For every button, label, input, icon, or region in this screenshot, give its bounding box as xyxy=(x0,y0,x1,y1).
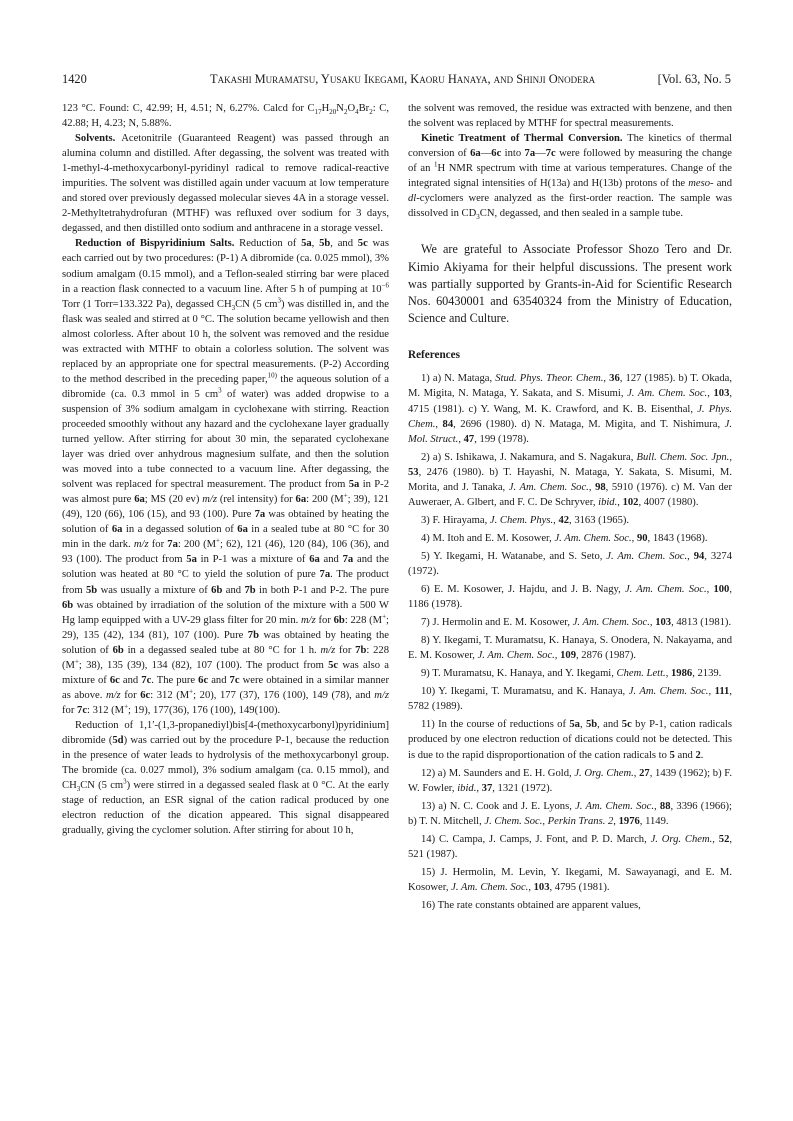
right-column xyxy=(408,101,732,916)
reference-item: 11) In the course of reductions of 5a, 5b, and 5c by P-1, cation radicals produced by one electron reduction of dications could not be detected. This is due to the rapid disproportionation of the cation radicals to 5 and 2. xyxy=(408,719,732,761)
page-number: 1420 xyxy=(62,72,87,86)
reference-item: 10) Y. Ikegami, T. Muramatsu, and K. Hanaya, J. Am. Chem. Soc., 111, 5782 (1989). xyxy=(408,686,733,713)
reference-item: 7) J. Hermolin and E. M. Kosower, J. Am. Chem. Soc., 103, 4813 (1981). xyxy=(421,617,732,629)
reference-item: 2) a) S. Ishikawa, J. Nakamura, and S. Nagakura, Bull. Chem. Soc. Jpn., 53, 2476 (1980). b) T. Hayashi, N. Mataga, Y. Sakata, S. Misumi, M. Morita, and J. Tanaka, J. Am. Chem. Soc., 98, 5910 (1976). c) M. Van der Auweraer, A. Glbert, and F. C. De Schryver, ibid., 102, 4007 (1980). xyxy=(408,451,733,508)
running-header xyxy=(62,70,731,88)
volume-label: [Vol. 63, No. 5 xyxy=(657,72,731,86)
acknowledgement: We are grateful to Associate Professor Shozo Tero and Dr. Kimio Akiyama for their helpful discussions. The present work was partially supported by Grants-in-Aid for Scientific Research Nos. 60430001 and 63540324 from the Ministry of Education, Science and Culture. xyxy=(408,242,732,326)
reference-item: 15) J. Hermolin, M. Levin, Y. Ikegami, M. Sawayanagi, and E. M. Kosower, J. Am. Chem. Soc., 103, 4795 (1981). xyxy=(408,866,732,893)
references-heading: References xyxy=(408,349,460,362)
paragraph-solvents: Solvents. Acetonitrile (Guaranteed Reagent) was passed through an alumina column and distilled. After degassing, the solvent was treated with 1-methyl-4-methoxycarbonyl-pyridinyl radical to remove radical-reactive impurities. The solvent was distilled again under vacuum at low temperature and stored over previously degassed molecular sieves 4A in a storage vessel. 2-Methyltetrahydrofuran (MTHF) was refluxed over sodium for 3 days, degassed, and then distilled onto sodium and anthracene in a storage vessel. xyxy=(62,133,389,235)
reference-list xyxy=(408,371,732,913)
reference-item: 16) The rate constants obtained are apparent values, xyxy=(421,899,641,911)
paragraph-reduction: Reduction of Bispyridinium Salts. Reduction of 5a, 5b, and 5c was each carried out by two procedures: (P-1) A dibromide (ca. 0.025 mmol), 3% sodium amalgam (0.15 mmol), and a Teflon-sealed stirring bar were placed in a reaction flask connected to a vacuum line. After 5 h of pumping at $10^{-6}$ Torr (1 Torr=133.322 Pa), degassed $CH_3CN$ (5 $cm^3$) was distilled in, and the flask was sealed and stirred at 0 °C. The solution became yellowish and then almost colorless. After about 10 h, the solvent was removed and the residue was extracted with MTHF to obtain a colorless solution. The solvent was replaced by an appropriate one for spectral measurements. (P-2) According to the method described in the preceding paper,$^{10)}$ the aqueous solution of a dibromide (ca. 0.3 mmol in 5 $cm^3$ of water) was added dropwise to a suspension of 3% sodium amalgam in cyclohexane with stirring. Reaction proceeded smoothly without any hazard and the cyclohexane layer gradually turned yellow. After stirring for about 30 min, the separated cyclohexane layer was dried over anhydrous magnesium sulfate, and then the solution was moved into a tube connected to a vacuum line. After degassing, the solvent was replaced for spectral measurement. The product from 5a in P-2 was almost pure 6a; MS (20 ev) m/z (rel intensity) for 6a: 200 (M+; 39), 121 (49), 120 (66), 106 (15), and 93 (100). Pure 7a was obtained by heating the solution of 6a in a degassed solution of 6a in a sealed tube at 80 °C for 30 min in the dark. m/z for 7a: 200 (M+; 62), 121 (46), 120 (84), 106 (36), and 93 (100). The product from 5a in P-1 was a mixture of 6a and 7a and the solution was heated at 80 °C to yield the solution of pure 7a. The product from 5b was usually a mixture of 6b and 7b in both P-1 and P-2. The pure 6b was obtained by irradiation of the solution of the mixture with a 500 W Hg lamp equipped with a UV-29 glass filter for 20 min. m/z for 6b: 228 (M+; 29), 135 (42), 134 (81), 107 (100). Pure 7b was obtained by heating the solution of 6b in a degassed sealed tube at 80 °C for 1 h. m/z for 7b: 228 (M+; 38), 135 (39), 134 (82), 107 (100). The product from 5c was also a mixture of 6c and 7c. The pure 6c and 7c were obtained in a similar manner as above. m/z for 6c: 312 (M+; 20), 177 (37), 176 (100), 149 (78), and m/z for 7c: 312 (M+; 19), 177(36), 176 (100), 149(100). xyxy=(62,238,390,716)
reference-item: 8) Y. Ikegami, T. Muramatsu, K. Hanaya, S. Onodera, N. Nakayama, and E. M. Kosower, J. Am. Chem. Soc., 109, 2876 (1987). xyxy=(408,635,732,662)
paragraph-kinetic: Kinetic Treatment of Thermal Conversion. The kinetics of thermal conversion of 6a—6c into 7a—7c were followed by measuring the change of an $^1$H NMR spectrum with time at various temperatures. Change of the integrated signal intensities of H(13a) and H(13b) protons of the meso- and dl-cyclomers were analyzed as the first-order reaction. The sample was dissolved in $CD_3CN$, degassed, and then sealed in a sample tube. xyxy=(408,133,732,222)
reference-item: 3) F. Hirayama, J. Chem. Phys., 42, 3163 (1965). xyxy=(421,514,630,526)
reference-item: 4) M. Itoh and E. M. Kosower, J. Am. Chem. Soc., 90, 1843 (1968). xyxy=(421,532,708,544)
reference-item: 5) Y. Ikegami, H. Watanabe, and S. Seto, J. Am. Chem. Soc., 94, 3274 (1972). xyxy=(408,550,733,577)
reference-item: 14) C. Campa, J. Camps, J. Font, and P. D. March, J. Org. Chem., 52, 521 (1987). xyxy=(408,833,733,860)
reference-item: 9) T. Muramatsu, K. Hanaya, and Y. Ikegami, Chem. Lett., 1986, 2139. xyxy=(421,668,722,680)
reference-item: 6) E. M. Kosower, J. Hajdu, and J. B. Nagy, J. Am. Chem. Soc., 100, 1186 (1978). xyxy=(408,584,732,611)
reference-item: 13) a) N. C. Cook and J. E. Lyons, J. Am. Chem. Soc., 88, 3396 (1966); b) T. N. Mitchell, J. Chem. Soc., Perkin Trans. 2, 1976, 1149. xyxy=(408,800,732,827)
reference-item: 1) a) N. Mataga, Stud. Phys. Theor. Chem., 36, 127 (1985). b) T. Okada, M. Migita, N. Mataga, Y. Sakata, and S. Misumi, J. Am. Chem. Soc., 103, 4715 (1981). c) Y. Wang, M. K. Crawford, and K. B. Eisenthal, J. Phys. Chem., 84, 2696 (1980). d) N. Mataga, M. Migita, and T. Nishimura, J. Mol. Struct., 47, 199 (1978). xyxy=(408,373,733,445)
left-column xyxy=(62,101,389,838)
reference-item: 12) a) M. Saunders and E. H. Gold, J. Org. Chem., 27, 1439 (1962); b) F. W. Fowler, ibid., 37, 1321 (1972). xyxy=(408,767,732,794)
running-header-authors: Takashi Muramatsu, Yusaku Ikegami, Kaoru Hanaya, and Shinji Onodera xyxy=(210,72,596,86)
paragraph-continued: the solvent was removed, the residue was extracted with benzene, and then the solvent was replaced by MTHF for spectral measurements. xyxy=(408,103,732,130)
paragraph-reduction-5d: Reduction of 1,1′-(1,3-propanediyl)bis[4-(methoxycarbonyl)pyridinium] dibromide (5d) was carried out by the procedure P-1, because the reduction in the presence of water leads to hydrolysis of the methoxycarbonyl group. The bromide (ca. 0.027 mmol), 3% sodium amalgam (ca. 0.15 mmol), and $CH_3CN$ (5 $cm^3$) were stirred in a degassed sealed flask at 0 °C. At the early stage of reduction, an ESR signal of the cation radical produced by one electron reduction of the dication appeared. This signal disappeared gradually, giving the cyclomer solution. After stirring for about 10 h, xyxy=(62,719,389,837)
paragraph-analysis: 123 °C. Found: C, 42.99; H, 4.51; N, 6.27%. Calcd for $C_{17}H_{20}N_2O_4Br_2$: C, 42.88; H, 4.23; N, 5.88%. xyxy=(62,103,390,130)
